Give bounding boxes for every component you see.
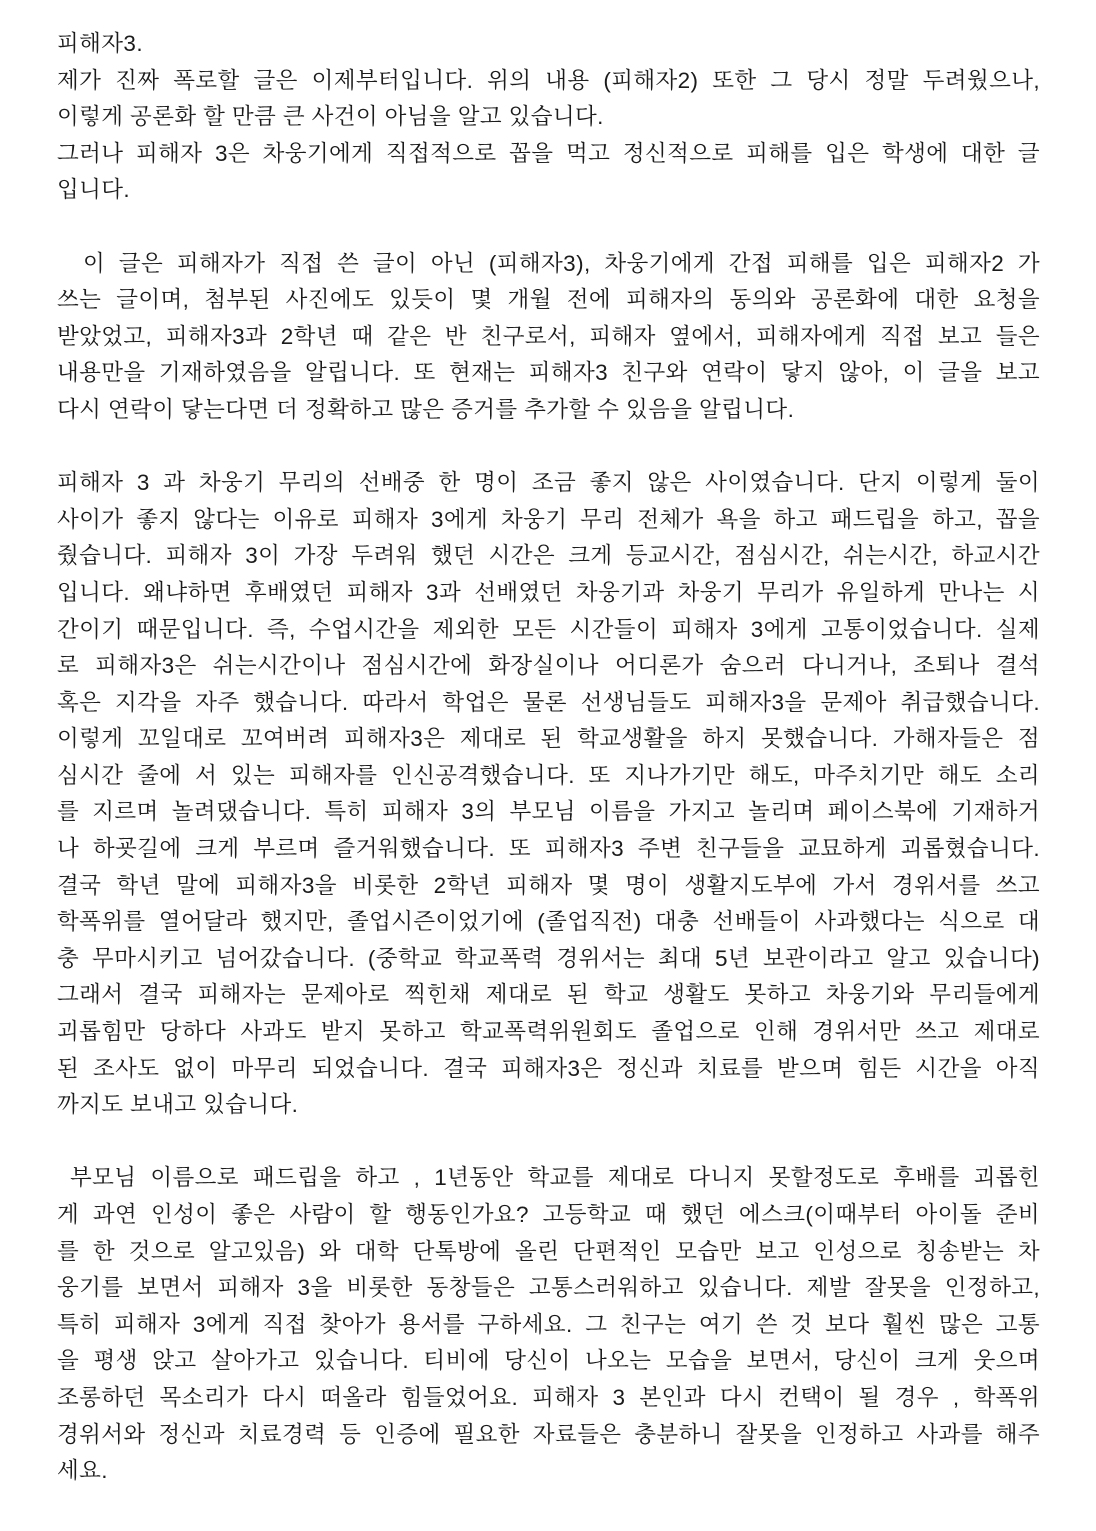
- text-line: 세요.: [57, 1458, 108, 1484]
- text-line: 결국 학년 말에 피해자3을 비롯한 2학년 피해자 몇 명이 생활지도부에 가서 경위서를 쓰고: [57, 872, 1040, 898]
- text-line: 이렇게 꼬일대로 꼬여버려 피해자3은 제대로 된 학교생활을 하지 못했습니다. 가해자들은 점: [57, 726, 1040, 752]
- text-line: 부모님 이름으로 패드립을 하고 , 1년동안 학교를 제대로 다니지 못할정도로 후배를 괴롭힌: [70, 1165, 1040, 1191]
- text-line: 피해자 3 과 차웅기 무리의 선배중 한 명이 조금 좋지 않은 사이였습니다. 단지 이렇게 둘이: [57, 470, 1040, 496]
- text-line: 을 평생 앉고 살아가고 있습니다. 티비에 당신이 나오는 모습을 보면서, 당신이 크게 웃으며: [57, 1348, 1040, 1374]
- text-line: 충 무마시키고 넘어갔습니다. (중학교 학교폭력 경위서는 최대 5년 보관이라고 알고 있습니다): [57, 945, 1040, 971]
- text-line: 까지도 보내고 있습니다.: [57, 1092, 299, 1118]
- text-line: 사이가 좋지 않다는 이유로 피해자 3에게 차웅기 무리 전체가 욕을 하고 패드립을 하고, 꼽을: [57, 506, 1040, 532]
- text-line: 쓰는 글이며, 첨부된 사진에도 있듯이 몇 개월 전에 피해자의 동의와 공론화에 대한 요청을: [57, 287, 1040, 313]
- text-line: 다시 연락이 닿는다면 더 정확하고 많은 증거를 추가할 수 있음을 알립니다.: [57, 396, 795, 422]
- text-line: 특히 피해자 3에게 직접 찾아가 용서를 구하세요. 그 친구는 여기 쓴 것 보다 훨씬 많은 고통: [57, 1311, 1040, 1337]
- text-line: 내용만을 기재하였음을 알립니다. 또 현재는 피해자3 친구와 연락이 닿지 않아, 이 글을 보고: [57, 360, 1040, 386]
- text-line: 피해자3.: [57, 31, 143, 56]
- text-line: 혹은 지각을 자주 했습니다. 따라서 학업은 물론 선생님들도 피해자3을 문제아 취급했습니다.: [57, 689, 1040, 715]
- paragraph: [57, 63, 1040, 136]
- text-line: 간이기 때문입니다. 즉, 수업시간을 제외한 모든 시간들이 피해자 3에게 고통이었습니다. 실제: [57, 616, 1040, 642]
- paragraph: [57, 136, 1040, 209]
- text-line: 조롱하던 목소리가 다시 떠올라 힘들었어요. 피해자 3 본인과 다시 컨택이 될 경우 , 학폭위: [57, 1384, 1040, 1410]
- text-line: 괴롭힘만 당하다 사과도 받지 못하고 학교폭력위원회도 졸업으로 인해 경위서만 쓰고 제대로: [57, 1019, 1040, 1045]
- text-line: 웅기를 보면서 피해자 3을 비롯한 동창들은 고통스러워하고 있습니다. 제발 잘못을 인정하고,: [57, 1275, 1040, 1301]
- text-line: 그러나 피해자 3은 차웅기에게 직접적으로 꼽을 먹고 정신적으로 피해를 입은 학생에 대한 글: [57, 140, 1040, 166]
- document-body: [57, 26, 1040, 1490]
- text-line: 그래서 결국 피해자는 문제아로 찍힌채 제대로 된 학교 생활도 못하고 차웅기와 무리들에게: [57, 982, 1040, 1008]
- text-line: 이 글은 피해자가 직접 쓴 글이 아닌 (피해자3), 차웅기에게 간접 피해를 입은 피해자2 가: [83, 250, 1040, 276]
- text-line: 나 하굣길에 크게 부르며 즐거워했습니다. 또 피해자3 주변 친구들을 교묘하게 괴롭혔습니다.: [57, 836, 1040, 862]
- text-line: 로 피해자3은 쉬는시간이나 점심시간에 화장실이나 어디론가 숨으러 다니거나, 조퇴나 결석: [57, 653, 1040, 679]
- paragraph: [57, 26, 1040, 63]
- text-line: 제가 진짜 폭로할 글은 이제부터입니다. 위의 내용 (피해자2) 또한 그 당시 정말 두려웠으나,: [57, 67, 1040, 93]
- paragraph: [57, 1160, 1040, 1489]
- text-line: 입니다. 왜냐하면 후배였던 피해자 3과 선배였던 차웅기과 차웅기 무리가 유일하게 만나는 시: [57, 579, 1040, 605]
- text-line: 게 과연 인성이 좋은 사람이 할 행동인가요? 고등학교 때 했던 에스크(이때부터 아이돌 준비: [57, 1202, 1040, 1227]
- text-line: 된 조사도 없이 마무리 되었습니다. 결국 피해자3은 정신과 치료를 받으며 힘든 시간을 아직: [57, 1055, 1040, 1081]
- text-line: 경위서와 정신과 치료경력 등 인증에 필요한 자료들은 충분하니 잘못을 인정하고 사과를 해주: [57, 1421, 1040, 1447]
- text-line: 학폭위를 열어달라 했지만, 졸업시즌이었기에 (졸업직전) 대충 선배들이 사과했다는 식으로 대: [57, 909, 1040, 935]
- text-line: 줬습니다. 피해자 3이 가장 두려워 했던 시간은 크게 등교시간, 점심시간, 쉬는시간, 하교시간: [57, 543, 1040, 569]
- paragraph: [57, 465, 1040, 1124]
- text-line: 받았었고, 피해자3과 2학년 때 같은 반 친구로서, 피해자 옆에서, 피해자에게 직접 보고 들은: [57, 323, 1040, 349]
- text-line: 를 한 것으로 알고있음) 와 대학 단톡방에 올린 단편적인 모습만 보고 인성으로 칭송받는 차: [57, 1238, 1040, 1264]
- paragraph: [57, 246, 1040, 429]
- text-line: 를 지르며 놀려댔습니다. 특히 피해자 3의 부모님 이름을 가지고 놀리며 페이스북에 기재하거: [57, 799, 1040, 825]
- text-line: 이렇게 공론화 할 만큼 큰 사건이 아님을 알고 있습니다.: [57, 104, 604, 130]
- text-line: 입니다.: [57, 177, 131, 203]
- text-line: 심시간 줄에 서 있는 피해자를 인신공격했습니다. 또 지나가기만 해도, 마주치기만 해도 소리: [57, 762, 1040, 788]
